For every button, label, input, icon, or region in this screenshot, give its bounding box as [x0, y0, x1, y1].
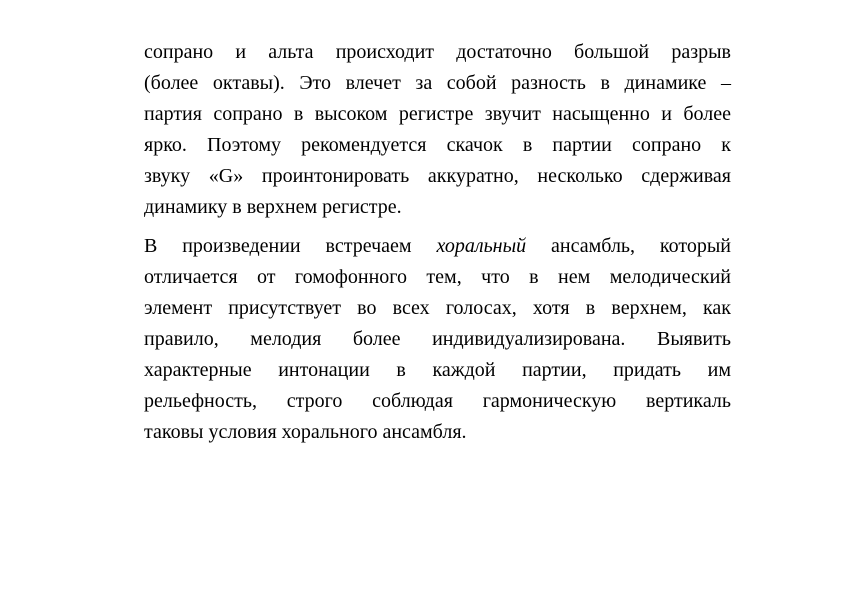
paragraph-1-line: звуку «G» проинтонировать аккуратно, несколько сдерживая: [144, 165, 731, 187]
document-body: [144, 37, 731, 448]
paragraph-1-line: партия сопрано в высоком регистре звучит насыщенно и более: [144, 103, 731, 125]
paragraph-1-line: ярко. Поэтому рекомендуется скачок в партии сопрано к: [144, 134, 731, 156]
paragraph-2-text: В произведении встречаем: [144, 235, 412, 257]
paragraph-2-line: рельефность, строго соблюдая гармоническую вертикаль: [144, 390, 731, 412]
paragraph-1-line: динамику в верхнем регистре.: [144, 196, 402, 218]
paragraph-2-line: отличается от гомофонного тем, что в нем мелодический: [144, 266, 731, 288]
paragraph-1-line: (более октавы). Это влечет за собой разность в динамике –: [144, 72, 731, 94]
paragraph-2: [144, 231, 731, 448]
paragraph-1-line: сопрано и альта происходит достаточно большой разрыв: [144, 41, 731, 63]
italic-term: хоральный: [436, 235, 527, 257]
paragraph-1: [144, 37, 731, 223]
paragraph-2-line: элемент присутствует во всех голосах, хотя в верхнем, как: [144, 297, 731, 319]
paragraph-2-line: таковы условия хорального ансамбля.: [144, 421, 467, 443]
paragraph-2-first-line: [144, 231, 731, 262]
paragraph-spacer: [144, 223, 731, 231]
paragraph-2-text: ансамбль, который: [551, 235, 731, 257]
paragraph-2-line: характерные интонации в каждой партии, придать им: [144, 359, 731, 381]
paragraph-2-line: правило, мелодия более индивидуализирована. Выявить: [144, 328, 731, 350]
